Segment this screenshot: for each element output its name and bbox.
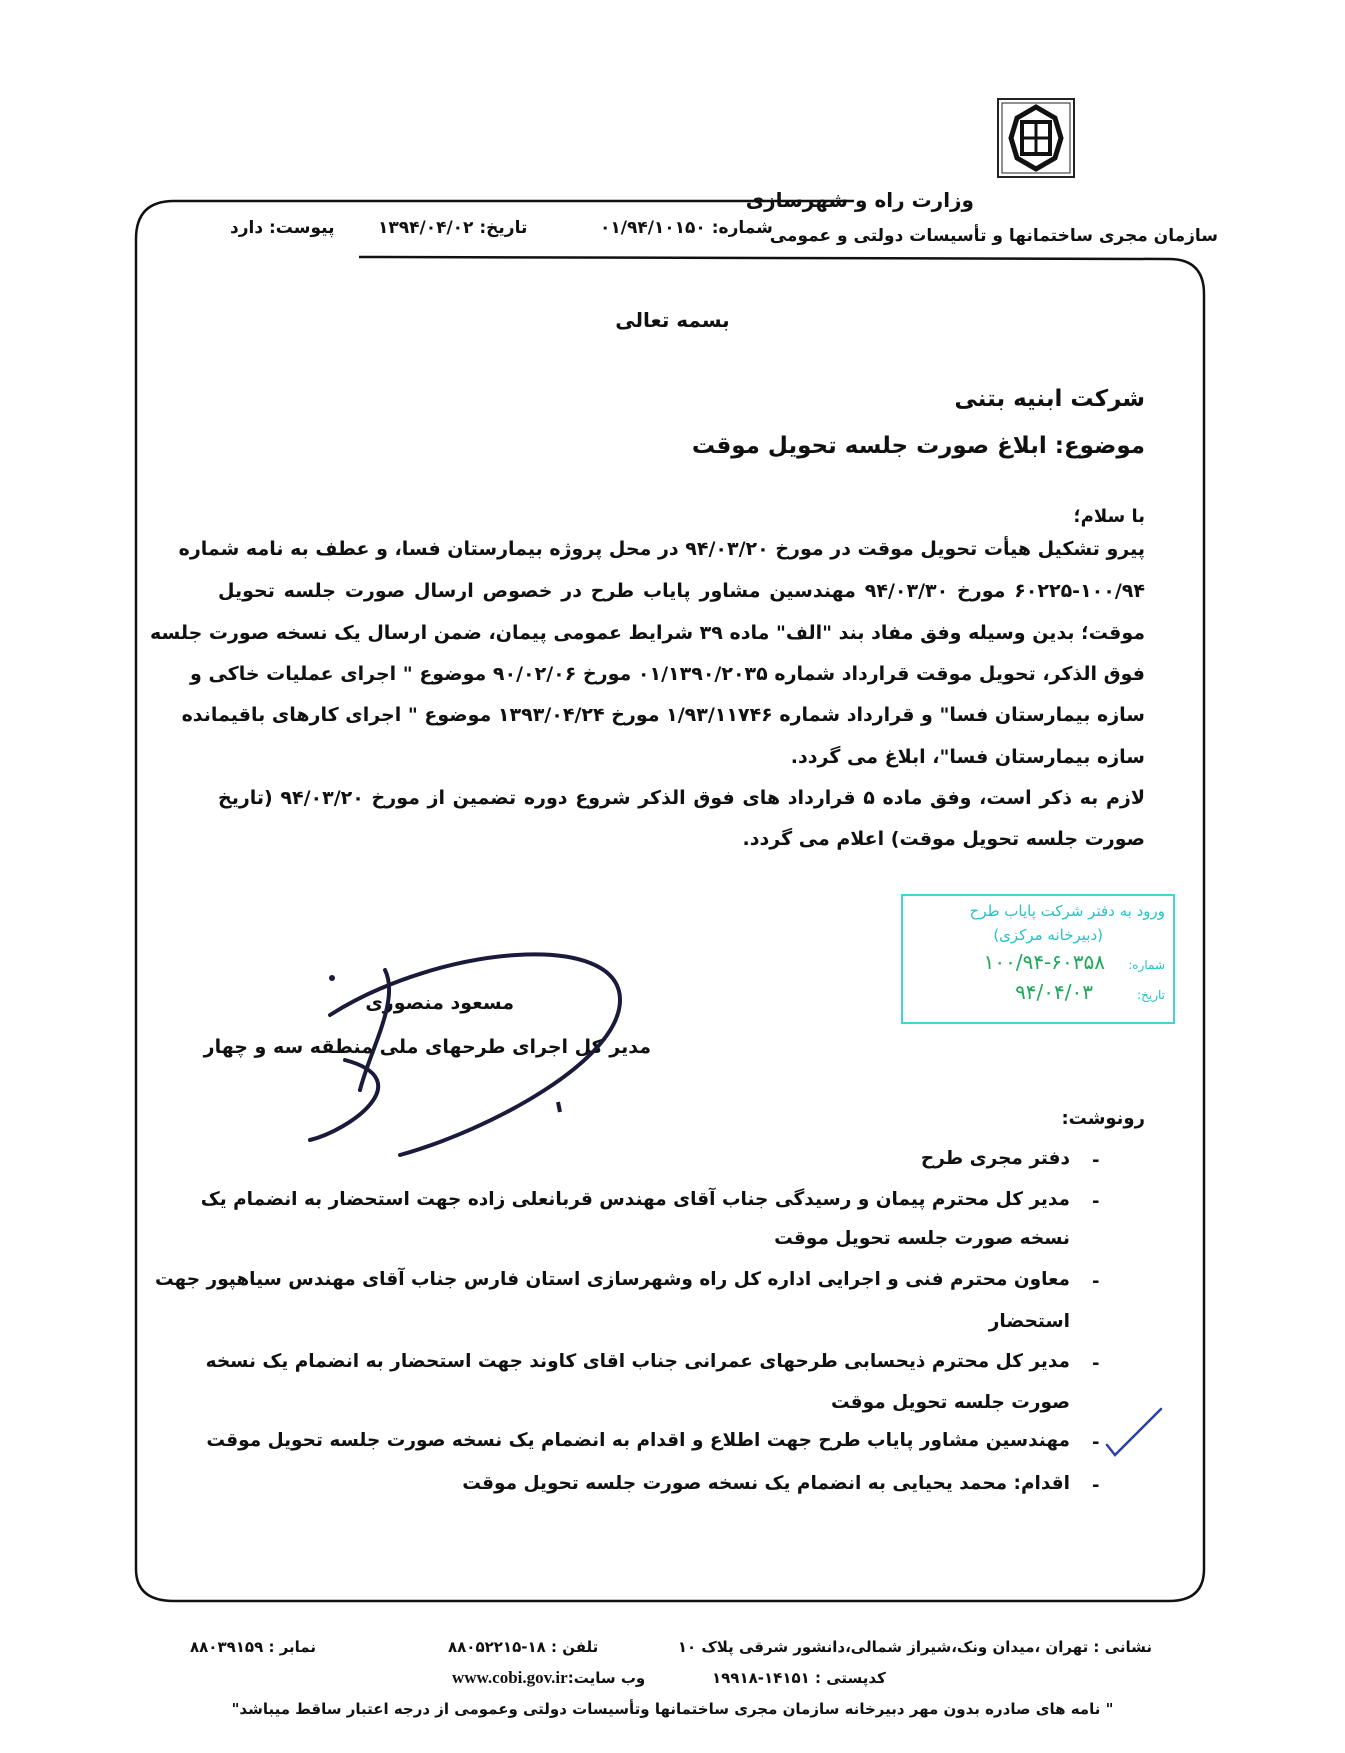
stamp-date-value: ۹۴/۰۴/۰۳: [1015, 980, 1093, 1004]
bullet-dash: -: [1092, 1353, 1100, 1374]
body-line: ۶۰۲۲۵-۱۰۰/۹۴ مورخ ۹۴/۰۳/۳۰ مهندسین مشاور پایاب طرح در خصوص ارسال صورت جلسه تحویل: [218, 580, 1145, 602]
number-value: ۰۱/۹۴/۱۰۱۵۰: [600, 218, 706, 238]
body-line: موقت؛ بدین وسیله وفق مفاد بند "الف" ماده ۳۹ شرایط عمومی پیمان، ضمن ارسال یک نسخه صورت جلسه: [149, 622, 1145, 644]
body-line: لازم به ذکر است، وفق ماده ۵ قرارداد های فوق الذکر شروع دوره تضمین از مورخ ۹۴/۰۳/۲۰ (تاریخ: [218, 787, 1145, 809]
signer-name: مسعود منصوری: [365, 992, 514, 1014]
footer-address: نشانی : تهران ،میدان ونک،شیراز شمالی،دانشور شرقی پلاک ۱۰: [677, 1638, 1152, 1656]
body-line: فوق الذکر، تحویل موقت قرارداد شماره ۰۱/۱۳۹۰/۲۰۳۵ مورخ ۹۰/۰۲/۰۶ موضوع " اجرای عملیات خاکی و: [190, 663, 1145, 685]
checkmark-icon: [1105, 1405, 1165, 1460]
website-url[interactable]: www.cobi.gov.ir: [452, 1668, 568, 1687]
bullet-dash: -: [1092, 1150, 1100, 1171]
bullet-dash: -: [1092, 1432, 1100, 1453]
stamp-line2: (دبیرخانه مرکزی): [993, 926, 1103, 944]
stamp-line1: ورود به دفتر شرکت پایاب طرح: [969, 902, 1165, 920]
recipient: شرکت ابنیه بتنی: [954, 386, 1145, 412]
cc-item-text: استحضار: [988, 1311, 1070, 1332]
date-value: ۱۳۹۴/۰۴/۰۲: [378, 218, 474, 238]
cc-item-text: مدیر کل محترم پیمان و رسیدگی جناب آقای مهندس قربانعلی زاده جهت استحضار به انضمام یک: [200, 1189, 1070, 1210]
cc-item-text: دفتر مجری طرح: [920, 1148, 1070, 1169]
invocation: بسمه تعالی: [615, 308, 730, 332]
body-line: سازه بیمارستان فسا"، ابلاغ می گردد.: [790, 746, 1145, 768]
number-label: شماره:: [711, 218, 773, 238]
organization-name: سازمان مجری ساختمانها و تأسیسات دولتی و عمومی: [769, 226, 1218, 246]
cc-item-text: مدیر کل محترم ذیحسابی طرحهای عمرانی جناب اقای کاوند جهت استحضار به انضمام یک نسخه: [205, 1351, 1070, 1372]
attachment: [230, 218, 334, 238]
stamp-number-label: شماره:: [1128, 958, 1165, 972]
received-stamp: [901, 894, 1175, 1024]
attachment-label: پیوست:: [268, 218, 335, 238]
footer-notice: " نامه های صادره بدون مهر دبیرخانه سازمان مجری ساختمانها وتأسیسات دولتی وعمومی از درجه اعتبار ساقط میباشد": [231, 1700, 1114, 1718]
cc-item-text: نسخه صورت جلسه تحویل موقت: [774, 1228, 1070, 1249]
date-label: تاریخ:: [479, 218, 528, 238]
cc-item-text: معاون محترم فنی و اجرایی اداره کل راه وشهرسازی استان فارس جناب آقای مهندس سیاهپور جهت: [154, 1269, 1070, 1290]
letter-number: [600, 218, 773, 238]
signer-title: مدیر کل اجرای طرحهای ملی منطقه سه و چهار: [203, 1036, 651, 1058]
ministry-logo: [997, 98, 1075, 178]
bullet-dash: -: [1092, 1475, 1100, 1496]
body-line: سازه بیمارستان فسا" و قرارداد شماره ۱/۹۳/۱۱۷۴۶ مورخ ۱۳۹۳/۰۴/۲۴ موضوع " اجرای کارهای باقیمانده: [181, 704, 1145, 726]
cc-label: رونوشت:: [1061, 1108, 1145, 1129]
handwritten-signature: [290, 940, 640, 1160]
attachment-value: دارد: [230, 218, 264, 238]
footer-website: [452, 1668, 645, 1688]
stamp-date-label: تاریخ:: [1137, 988, 1165, 1002]
body-line: صورت جلسه تحویل موقت) اعلام می گردد.: [742, 828, 1145, 850]
cc-item-text: مهندسین مشاور پایاب طرح جهت اطلاع و اقدام به انضمام یک نسخه صورت جلسه تحویل موقت: [206, 1430, 1070, 1451]
footer-phone: تلفن : ۱۸-۸۸۰۵۲۲۱۵: [448, 1638, 599, 1656]
letter-date: [378, 218, 527, 238]
cc-item-text: صورت جلسه تحویل موقت: [830, 1392, 1070, 1413]
website-label: وب سایت:: [567, 1669, 646, 1687]
cc-item-text: اقدام: محمد یحیایی به انضمام یک نسخه صورت جلسه تحویل موقت: [462, 1473, 1070, 1494]
stamp-number-value: ۱۰۰/۹۴-۶۰۳۵۸: [983, 950, 1105, 974]
body-line: پیرو تشکیل هیأت تحویل موقت در مورخ ۹۴/۰۳/۲۰ در محل پروژه بیمارستان فسا، و عطف به نامه شماره: [178, 538, 1145, 560]
subject: موضوع: ابلاغ صورت جلسه تحویل موقت: [691, 433, 1145, 459]
greeting: با سلام؛: [1073, 506, 1145, 527]
ministry-name: وزارت راه و شهرسازی: [745, 188, 974, 212]
bullet-dash: -: [1092, 1271, 1100, 1292]
footer-fax: نمابر : ۸۸۰۳۹۱۵۹: [190, 1638, 316, 1656]
bullet-dash: -: [1092, 1191, 1100, 1212]
footer-postal-code: کدپستی : ۱۴۱۵۱-۱۹۹۱۸: [712, 1669, 886, 1687]
